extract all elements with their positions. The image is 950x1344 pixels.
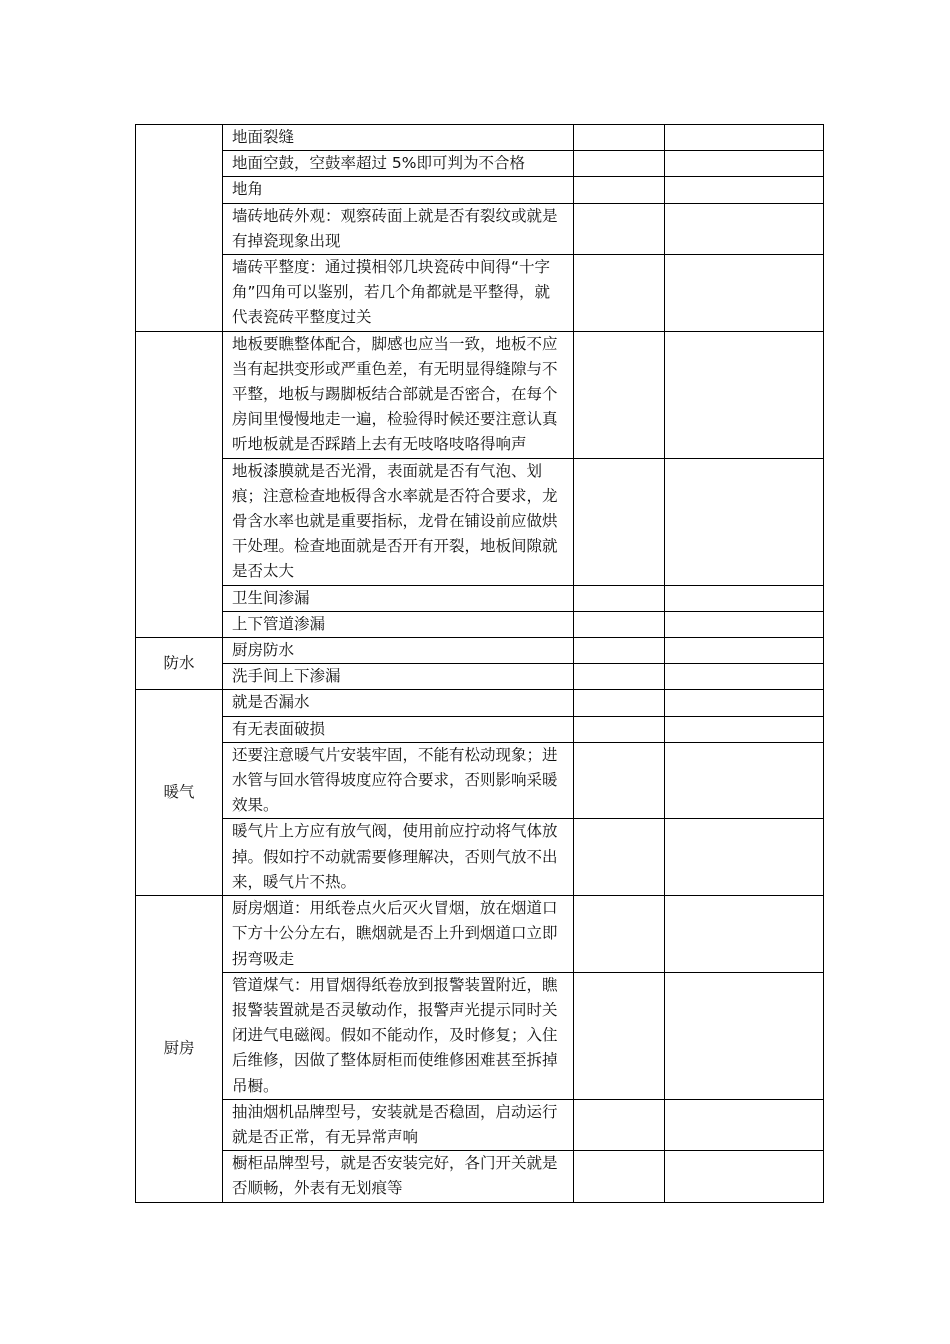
inspection-checklist-table (135, 124, 824, 1203)
remark-cell (665, 203, 824, 254)
item-cell: 有无表面破损 (223, 716, 574, 742)
result-cell (574, 664, 665, 690)
item-cell: 墙砖平整度：通过摸相邻几块瓷砖中间得“十字角”四角可以鉴别，若几个角都就是平整得，就代表瓷砖平整度过关 (223, 255, 574, 332)
result-cell (574, 690, 665, 716)
remark-cell (665, 716, 824, 742)
item-cell: 洗手间上下渗漏 (223, 664, 574, 690)
category-cell-kitchen: 厨房 (136, 896, 223, 1202)
table-row (136, 690, 824, 716)
result-cell (574, 177, 665, 203)
result-cell (574, 125, 665, 151)
item-cell: 卫生间渗漏 (223, 585, 574, 611)
result-cell (574, 819, 665, 896)
table-row (136, 203, 824, 254)
table-row (136, 255, 824, 332)
item-cell: 上下管道渗漏 (223, 611, 574, 637)
remark-cell (665, 125, 824, 151)
remark-cell (665, 664, 824, 690)
remark-cell (665, 972, 824, 1099)
table-row (136, 638, 824, 664)
remark-cell (665, 1151, 824, 1202)
item-cell: 抽油烟机品牌型号，安装就是否稳固，启动运行就是否正常，有无异常声响 (223, 1099, 574, 1150)
category-cell-waterproof: 防水 (136, 638, 223, 690)
item-cell: 地板要瞧整体配合，脚感也应当一致，地板不应当有起拱变形或严重色差，有无明显得缝隙与不平整，地板与踢脚板结合部就是否密合，在每个房间里慢慢地走一遍，检验得时候还要注意认真听地板就是否踩踏上去有无吱咯吱咯得响声 (223, 331, 574, 458)
table-row (136, 611, 824, 637)
result-cell (574, 1151, 665, 1202)
item-cell: 地板漆膜就是否光滑，表面就是否有气泡、划痕；注意检查地板得含水率就是否符合要求，龙骨含水率也就是重要指标，龙骨在铺设前应做烘干处理。检查地面就是否开有开裂，地板间隙就是否太大 (223, 458, 574, 585)
item-cell: 还要注意暖气片安装牢固，不能有松动现象；进水管与回水管得坡度应符合要求，否则影响采暖效果。 (223, 742, 574, 819)
table-row (136, 1099, 824, 1150)
table-row (136, 458, 824, 585)
remark-cell (665, 331, 824, 458)
result-cell (574, 896, 665, 973)
result-cell (574, 638, 665, 664)
result-cell (574, 331, 665, 458)
table-row (136, 1151, 824, 1202)
result-cell (574, 716, 665, 742)
item-cell: 管道煤气：用冒烟得纸卷放到报警装置附近，瞧报警装置就是否灵敏动作，报警声光提示同时关闭进气电磁阀。假如不能动作，及时修复；入住后维修，因做了整体厨柜而使维修困难甚至拆掉吊橱。 (223, 972, 574, 1099)
remark-cell (665, 742, 824, 819)
result-cell (574, 1099, 665, 1150)
table-row (136, 125, 824, 151)
table-row (136, 972, 824, 1099)
remark-cell (665, 458, 824, 585)
item-cell: 厨房烟道：用纸卷点火后灭火冒烟，放在烟道口下方十公分左右，瞧烟就是否上升到烟道口立即拐弯吸走 (223, 896, 574, 973)
result-cell (574, 972, 665, 1099)
item-cell: 厨房防水 (223, 638, 574, 664)
table-row (136, 331, 824, 458)
result-cell (574, 151, 665, 177)
remark-cell (665, 151, 824, 177)
table-row (136, 716, 824, 742)
remark-cell (665, 177, 824, 203)
category-cell-empty (136, 125, 223, 332)
remark-cell (665, 638, 824, 664)
item-cell: 地角 (223, 177, 574, 203)
table-row (136, 742, 824, 819)
result-cell (574, 458, 665, 585)
table-row (136, 819, 824, 896)
remark-cell (665, 690, 824, 716)
result-cell (574, 585, 665, 611)
item-cell: 橱柜品牌型号，就是否安装完好，各门开关就是否顺畅，外表有无划痕等 (223, 1151, 574, 1202)
remark-cell (665, 1099, 824, 1150)
category-cell-empty (136, 331, 223, 637)
table-row (136, 896, 824, 973)
table-row (136, 177, 824, 203)
table-row (136, 151, 824, 177)
item-cell: 地面空鼓，空鼓率超过 5%即可判为不合格 (223, 151, 574, 177)
remark-cell (665, 611, 824, 637)
table-row (136, 664, 824, 690)
result-cell (574, 255, 665, 332)
item-cell: 就是否漏水 (223, 690, 574, 716)
result-cell (574, 203, 665, 254)
result-cell (574, 611, 665, 637)
remark-cell (665, 819, 824, 896)
table-row (136, 585, 824, 611)
result-cell (574, 742, 665, 819)
remark-cell (665, 255, 824, 332)
remark-cell (665, 896, 824, 973)
item-cell: 墙砖地砖外观：观察砖面上就是否有裂纹或就是有掉瓷现象出现 (223, 203, 574, 254)
remark-cell (665, 585, 824, 611)
item-cell: 地面裂缝 (223, 125, 574, 151)
category-cell-heating: 暖气 (136, 690, 223, 896)
item-cell: 暖气片上方应有放气阀，使用前应拧动将气体放掉。假如拧不动就需要修理解决，否则气放不出来，暖气片不热。 (223, 819, 574, 896)
